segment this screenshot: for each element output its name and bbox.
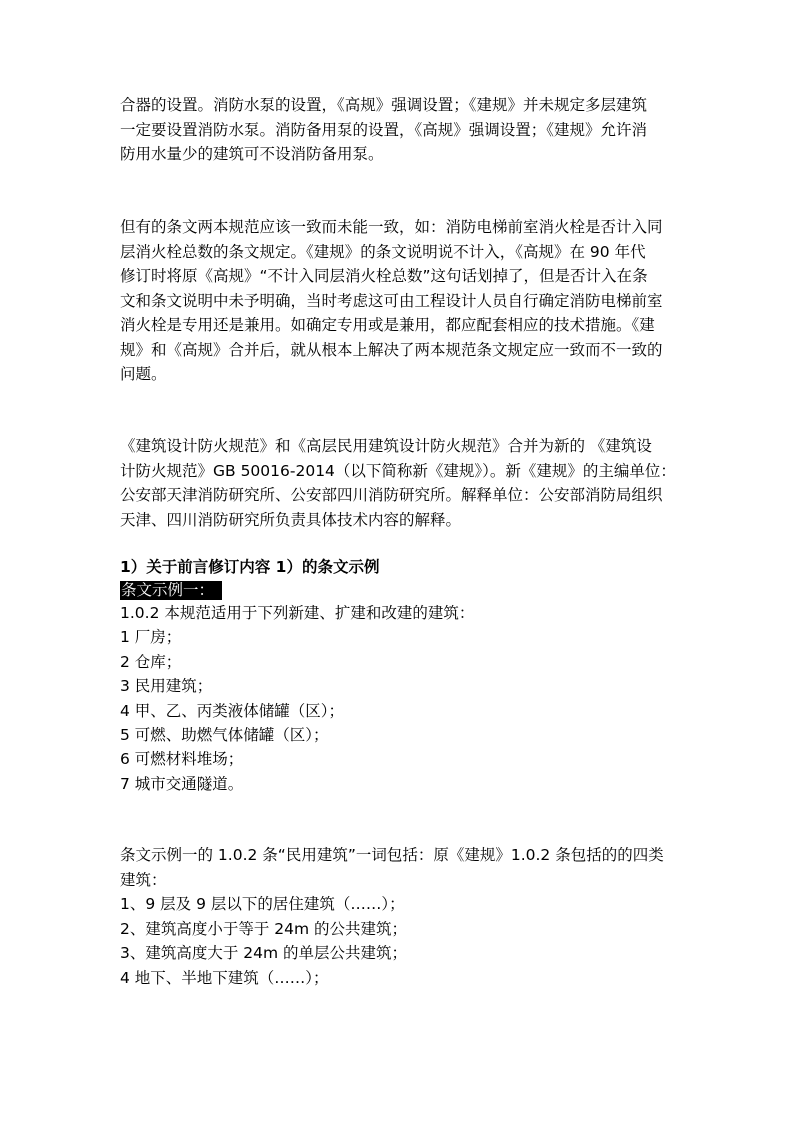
text-line: 2、建筑高度小于等于 24m 的公共建筑； [120,919,408,938]
list-item: 4 甲、乙、丙类液体储罐（区）； [120,701,345,720]
text-line: 公安部天津消防研究所、公安部四川消防研究所。解释单位：公安部消防局组织 [120,486,663,504]
text-line: 但有的条文两本规范应该一致而未能一致，如：消防电梯前室消火栓是否计入同 [120,218,663,236]
text-line: 问题。 [120,365,167,383]
list-item: 5 可燃、助燃气体储罐（区）； [120,726,329,745]
text-line: 合器的设置。消防水泵的设置，《高规》强调设置；《建规》并未规定多层建筑 [120,96,648,114]
text-line: 防用水量少的建筑可不设消防备用泵。 [120,145,384,163]
text-line: 消火栓是专用还是兼用。如确定专用或是兼用，都应配套相应的技术措施。《建 [120,316,655,334]
list-item: 1.0.2 本规范适用于下列新建、扩建和改建的建筑： [120,604,475,622]
text-line: 计防火规范》GB 50016-2014（以下简称新《建规》）。新《建规》的主编单位： [120,461,676,480]
paragraph-explanation [120,843,680,990]
section-heading: 1）关于前言修订内容 1）的条文示例 [120,558,380,576]
text-line: 4 地下、半地下建筑（……）； [120,968,329,987]
text-line: 《建筑设计防火规范》和《高层民用建筑设计防火规范》合并为新的 《建筑设 [120,437,652,455]
text-line: 条文示例一的 1.0.2 条“民用建筑”一词包括：原《建规》1.0.2 条包括的的四类 [120,846,664,864]
list-item: 6 可燃材料堆场； [120,750,244,769]
text-line: 3、建筑高度大于 24m 的单层公共建筑； [120,944,408,962]
list-item: 3 民用建筑； [120,677,213,696]
paragraph-merged-code [120,434,680,532]
list-item: 1 厂房； [120,628,182,647]
text-line: 建筑： [120,870,167,889]
clause-list [120,601,474,796]
paragraph-pump-settings [120,93,680,167]
list-item: 2 仓库； [120,652,182,671]
example-label: 条文示例一： [120,581,222,600]
list-item: 7 城市交通隧道。 [120,774,244,793]
text-line: 一定要设置消防水泵。消防备用泵的设置，《高规》强调设置；《建规》允许消 [120,120,648,139]
text-line: 修订时将原《高规》“不计入同层消火栓总数”这句话划掉了，但是否计入在条 [120,267,648,285]
text-line: 规》和《高规》合并后，就从根本上解决了两本规范条文规定应一致而不一致的 [120,340,663,359]
text-line: 文和条文说明中未予明确，当时考虑这可由工程设计人员自行确定消防电梯前室 [120,291,663,310]
text-line: 1、9 层及 9 层以下的居住建筑（……）； [120,895,405,913]
paragraph-hydrant-inconsistency [120,215,680,387]
text-line: 天津、四川消防研究所负责具体技术内容的解释。 [120,510,462,529]
text-line: 层消火栓总数的条文规定。《建规》的条文说明说不计入，《高规》在 90 年代 [120,242,646,261]
